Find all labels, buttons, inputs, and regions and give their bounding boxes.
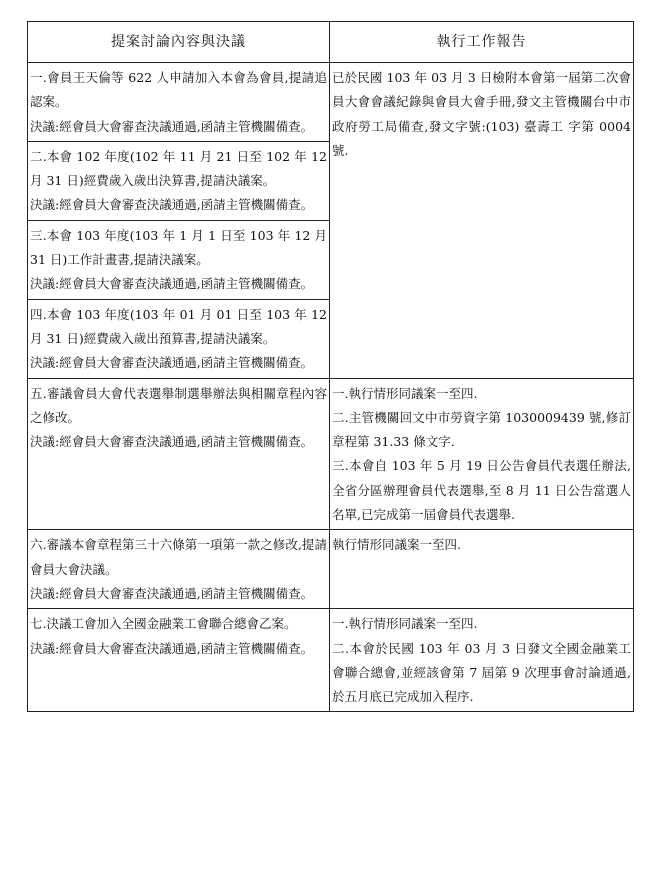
minutes-table [27, 21, 634, 712]
proposal-cell-3 [28, 220, 330, 299]
report-cell-6 [330, 530, 634, 609]
report-7-item-2: 二.本會於民國 103 年 03 月 3 日發文全國金融業工會聯合總會,並經該會第 7 屆第 9 次理事會討論通過,於五月底已完成加入程序. [332, 640, 631, 705]
header-row [28, 22, 634, 63]
proposal-text-6: 六.審議本會章程第三十六條第一項第一款之修改,提請會員大會決議。 [30, 537, 327, 577]
proposal-cell-4 [28, 299, 330, 378]
header-report: 執行工作報告 [330, 22, 634, 63]
proposal-decision-7: 決議:經會員大會審查決議通過,函請主管機關備查。 [30, 640, 314, 656]
proposal-row-5 [28, 378, 634, 530]
report-5-item-1: 一.執行情形同議案一至四. [332, 385, 478, 401]
proposal-text-7: 七.決議工會加入全國金融業工會聯合總會乙案。 [30, 616, 297, 632]
report-7-item-1: 一.執行情形同議案一至四. [332, 616, 478, 632]
proposal-row-7 [28, 609, 634, 712]
report-cell-7 [330, 609, 634, 712]
proposal-row-6 [28, 530, 634, 609]
proposal-decision-2: 決議:經會員大會審查決議通過,函請主管機關備查。 [30, 197, 314, 213]
proposal-text-3: 三.本會 103 年度(103 年 1 月 1 日至 103 年 12 月 31 日)工作計畫書,提請決議案。 [30, 227, 327, 268]
proposal-decision-5: 決議:經會員大會審查決議通過,函請主管機關備查。 [30, 434, 314, 450]
proposal-decision-1: 決議:經會員大會審查決議通過,函請主管機關備查。 [30, 118, 314, 134]
proposal-decision-4: 決議:經會員大會審查決議通過,函請主管機關備查。 [30, 355, 314, 371]
proposal-cell-7 [28, 609, 330, 712]
proposal-cell-1 [28, 63, 330, 142]
proposal-decision-6: 決議:經會員大會審查決議通過,函請主管機關備查。 [30, 585, 314, 601]
proposal-row-1 [28, 63, 634, 142]
proposal-cell-5 [28, 378, 330, 530]
report-5-item-2: 二.主管機關回文中市勞資字第 1030009439 號,修訂章程第 31.33 條文字. [332, 409, 631, 450]
proposal-text-2: 二.本會 102 年度(102 年 11 月 21 日至 102 年 12 月 31 日)經費歲入歲出決算書,提請決議案。 [30, 148, 327, 189]
report-cell-1-4 [330, 63, 634, 379]
report-6-text: 執行情形同議案一至四. [332, 537, 461, 553]
proposal-decision-3: 決議:經會員大會審查決議通過,函請主管機關備查。 [30, 276, 314, 292]
proposal-cell-2 [28, 141, 330, 220]
report-cell-5 [330, 378, 634, 530]
proposal-text-4: 四.本會 103 年度(103 年 01 月 01 日至 103 年 12 月 31 日)經費歲入歲出預算書,提請決議案。 [30, 306, 327, 346]
proposal-cell-6 [28, 530, 330, 609]
header-proposal: 提案討論內容與決議 [28, 22, 330, 63]
report-text-1-4: 已於民國 103 年 03 月 3 日檢附本會第一屆第二次會員大會會議紀錄與會員大會手冊,發文主管機關台中市政府勞工局備查,發文字號:(103) 臺壽工 字第 0004 號. [332, 70, 631, 158]
proposal-text-5: 五.審議會員大會代表選舉制選舉辦法與相關章程內容之修改。 [30, 385, 327, 425]
proposal-text-1: 一.會員王天倫等 622 人申請加入本會為會員,提請追認案。 [30, 70, 327, 110]
report-5-item-3: 三.本會自 103 年 5 月 19 日公告會員代表選任辦法,全省分區辦理會員代表選舉,至 8 月 11 日公告當選人名單,已完成第一屆會員代表選舉. [332, 458, 631, 523]
